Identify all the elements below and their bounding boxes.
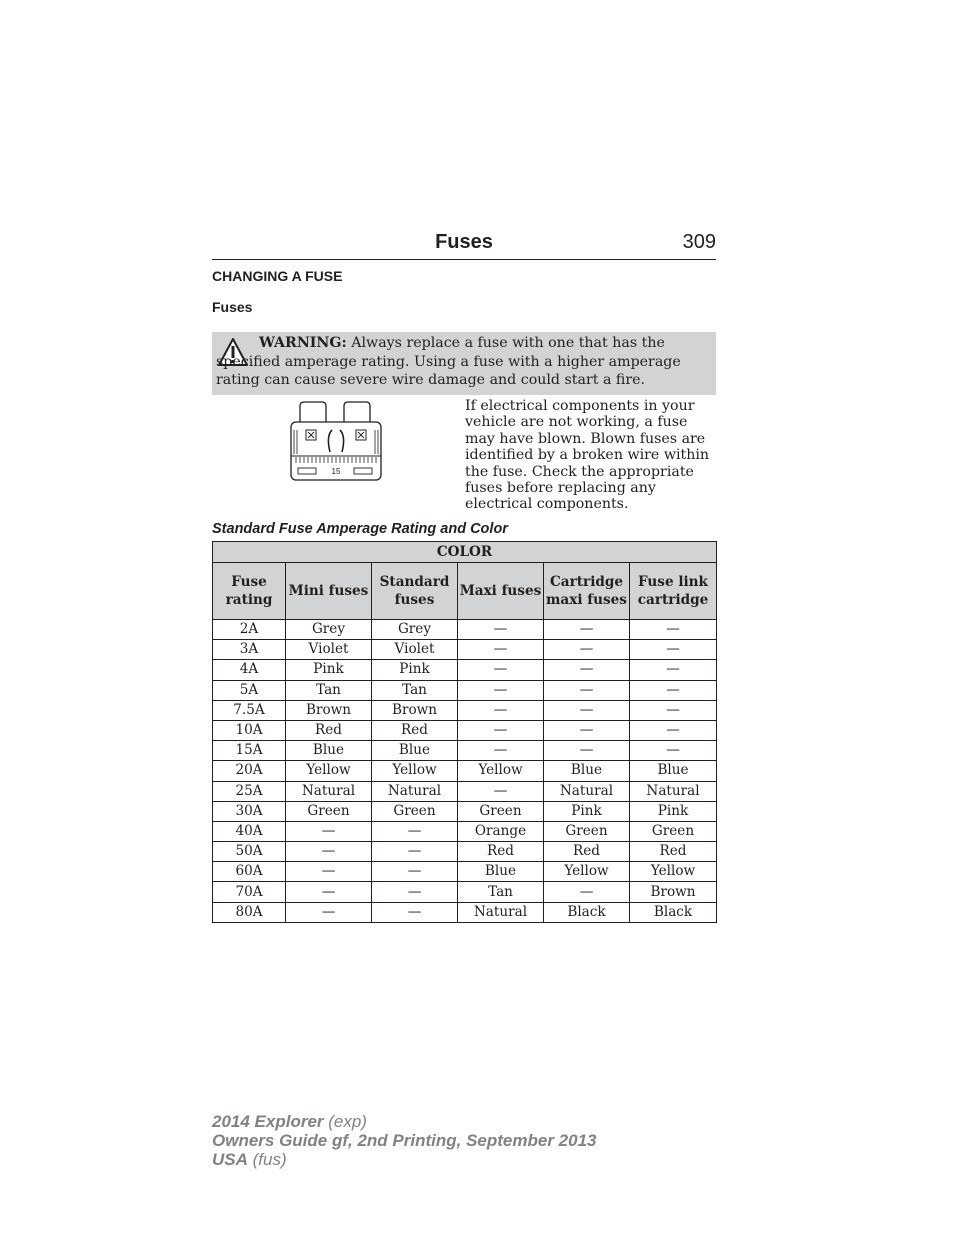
- table-group-header: COLOR: [213, 542, 717, 563]
- table-cell: Yellow: [458, 761, 544, 781]
- table-cell: Pink: [630, 801, 717, 821]
- table-row: [213, 700, 717, 720]
- table-cell: Red: [458, 842, 544, 862]
- table-cell: —: [372, 842, 458, 862]
- fuse-rating-label: 15: [331, 467, 341, 476]
- intro-paragraph: If electrical components in your vehicle are not working, a fuse may have blown. Blown fuses are identified by a broken wire within the fuse. Check the appropriate fuses before replacing any electrical components.: [465, 398, 710, 513]
- table-cell: Green: [544, 821, 630, 841]
- table-cell: Blue: [630, 761, 717, 781]
- table-cell: —: [372, 821, 458, 841]
- warning-label: WARNING:: [259, 335, 347, 351]
- table-cell: Black: [544, 902, 630, 922]
- table-cell: Black: [630, 902, 717, 922]
- table-cell: —: [544, 720, 630, 740]
- table-cell: Natural: [458, 902, 544, 922]
- table-row: [213, 620, 717, 640]
- table-cell: 25A: [213, 781, 286, 801]
- footer-guide-text: Owners Guide gf, 2nd Printing, September 2013: [212, 1131, 597, 1150]
- table-cell: —: [630, 741, 717, 761]
- table-cell: 2A: [213, 620, 286, 640]
- table-cell: —: [458, 700, 544, 720]
- table-cell: Red: [286, 720, 372, 740]
- footer-guide: [212, 1131, 596, 1150]
- page-header-title: Fuses: [435, 231, 493, 253]
- page-number: 309: [682, 231, 716, 253]
- table-cell: Red: [630, 842, 717, 862]
- table-cell: Blue: [544, 761, 630, 781]
- table-cell: 20A: [213, 761, 286, 781]
- table-cell: —: [458, 620, 544, 640]
- table-body: [213, 620, 717, 923]
- table-cell: Blue: [372, 741, 458, 761]
- table-row: [213, 741, 717, 761]
- table-cell: 40A: [213, 821, 286, 841]
- warning-body: Always replace a fuse with one that has the specified amperage rating. Using a fuse with a higher amperage rating can cause severe wire damage and could start a fire.: [216, 335, 681, 389]
- table-cell: —: [630, 700, 717, 720]
- table-cell: 10A: [213, 720, 286, 740]
- table-cell: —: [544, 882, 630, 902]
- table-cell: Orange: [458, 821, 544, 841]
- table-cell: Yellow: [286, 761, 372, 781]
- table-cell: 15A: [213, 741, 286, 761]
- table-cell: —: [544, 700, 630, 720]
- table-cell: —: [544, 741, 630, 761]
- table-cell: Pink: [286, 660, 372, 680]
- table-cell: Tan: [458, 882, 544, 902]
- table-cell: Red: [372, 720, 458, 740]
- table-cell: Yellow: [372, 761, 458, 781]
- table-cell: Tan: [372, 680, 458, 700]
- table-cell: —: [630, 620, 717, 640]
- table-cell: Blue: [286, 741, 372, 761]
- table-row: [213, 660, 717, 680]
- table-cell: —: [458, 640, 544, 660]
- table-cell: —: [544, 680, 630, 700]
- table-row: [213, 902, 717, 922]
- table-cell: 70A: [213, 882, 286, 902]
- table-row: [213, 761, 717, 781]
- table-cell: —: [458, 741, 544, 761]
- footer-market: [212, 1150, 287, 1169]
- table-cell: —: [458, 660, 544, 680]
- table-cell: —: [630, 640, 717, 660]
- warning-box: [212, 332, 716, 395]
- table-cell: Brown: [630, 882, 717, 902]
- fuse-color-table: [212, 541, 717, 923]
- table-cell: Grey: [286, 620, 372, 640]
- table-cell: Tan: [286, 680, 372, 700]
- table-cell: Natural: [286, 781, 372, 801]
- table-cell: Red: [544, 842, 630, 862]
- sub-heading: Fuses: [212, 299, 253, 315]
- table-cell: —: [458, 680, 544, 700]
- table-cell: 80A: [213, 902, 286, 922]
- table-cell: —: [544, 660, 630, 680]
- table-cell: Violet: [286, 640, 372, 660]
- table-cell: —: [630, 720, 717, 740]
- table-row: [213, 882, 717, 902]
- column-header-fuse-rating: Fuse rating: [213, 563, 286, 620]
- column-header-fuse-link-cartridge: Fuse link cartridge: [630, 563, 717, 620]
- table-row: [213, 640, 717, 660]
- footer-model: [212, 1112, 367, 1131]
- table-cell: Natural: [372, 781, 458, 801]
- footer-model-code: (exp): [323, 1112, 367, 1131]
- footer-market-code: (fus): [247, 1150, 287, 1169]
- header-rule: [212, 259, 716, 260]
- table-cell: Pink: [544, 801, 630, 821]
- warning-text: [216, 334, 708, 390]
- table-row: [213, 842, 717, 862]
- table-row: [213, 862, 717, 882]
- table-cell: Natural: [544, 781, 630, 801]
- table-cell: —: [286, 821, 372, 841]
- table-row: [213, 680, 717, 700]
- table-caption: Standard Fuse Amperage Rating and Color: [212, 521, 508, 537]
- table-cell: —: [372, 862, 458, 882]
- column-header-standard-fuses: Standard fuses: [372, 563, 458, 620]
- table-cell: —: [286, 842, 372, 862]
- table-cell: Yellow: [544, 862, 630, 882]
- table-cell: —: [630, 680, 717, 700]
- column-header-cartridge-maxi-fuses: Cartridge maxi fuses: [544, 563, 630, 620]
- table-cell: 5A: [213, 680, 286, 700]
- table-cell: —: [372, 902, 458, 922]
- table-cell: —: [372, 882, 458, 902]
- table-cell: —: [458, 720, 544, 740]
- table-row: [213, 720, 717, 740]
- table-cell: —: [286, 882, 372, 902]
- footer-market-name: USA: [212, 1150, 248, 1169]
- table-cell: Pink: [372, 660, 458, 680]
- table-cell: Violet: [372, 640, 458, 660]
- table-cell: Blue: [458, 862, 544, 882]
- table-cell: Brown: [372, 700, 458, 720]
- table-row: [213, 821, 717, 841]
- table-cell: Yellow: [630, 862, 717, 882]
- table-cell: —: [286, 862, 372, 882]
- table-cell: Green: [286, 801, 372, 821]
- table-cell: —: [630, 660, 717, 680]
- table-cell: —: [458, 781, 544, 801]
- table-row: [213, 781, 717, 801]
- table-cell: 4A: [213, 660, 286, 680]
- table-cell: 7.5A: [213, 700, 286, 720]
- section-heading: CHANGING A FUSE: [212, 268, 343, 284]
- table-cell: —: [286, 902, 372, 922]
- table-cell: 30A: [213, 801, 286, 821]
- table-cell: Grey: [372, 620, 458, 640]
- table-cell: Green: [458, 801, 544, 821]
- table-cell: 50A: [213, 842, 286, 862]
- table-cell: Green: [630, 821, 717, 841]
- table-row: [213, 801, 717, 821]
- table-cell: Brown: [286, 700, 372, 720]
- column-header-mini-fuses: Mini fuses: [286, 563, 372, 620]
- column-header-maxi-fuses: Maxi fuses: [458, 563, 544, 620]
- table-cell: 3A: [213, 640, 286, 660]
- table-cell: 60A: [213, 862, 286, 882]
- blade-fuse-icon: [288, 400, 384, 482]
- table-cell: —: [544, 620, 630, 640]
- table-cell: —: [544, 640, 630, 660]
- table-cell: Natural: [630, 781, 717, 801]
- table-cell: Green: [372, 801, 458, 821]
- footer-model-name: 2014 Explorer: [212, 1112, 324, 1131]
